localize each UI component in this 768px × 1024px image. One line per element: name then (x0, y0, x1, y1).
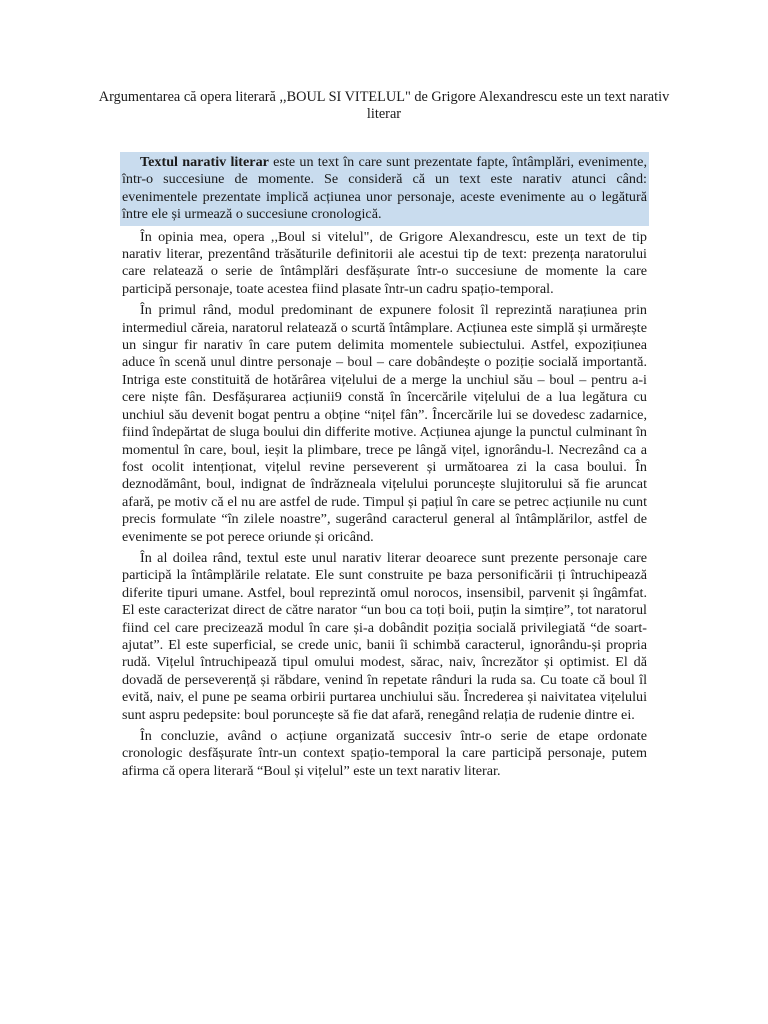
document-body (122, 152, 647, 784)
definition-text: este un text în care sunt prezentate fapte, întâmplări, evenimente, într-o succesiune de momente. Se consideră că un text este narativ atunci când: evenimentele prezentate implică acțiunea unor personaje, aceste evenimente au o legătură între ele și urmează o succesiune cronologică. (122, 154, 647, 223)
paragraph-conclusion: În concluzie, având o acțiune organizată succesiv într-o serie de etape ordonate cronologic desfășurate într-un context spațio-temporal la care participă personaje, putem afirma că opera literară “Boul și vițelul” este un text narativ literar. (122, 728, 647, 779)
paragraph-argument-two: În al doilea rând, textul este unul narativ literar deoarece sunt prezente personaje care participă la întâmplările relatate. Ele sunt construite pe baza personificării ți întruchipează diferite tipuri umane. Astfel, boul reprezintă omul norocos, insensibil, parvenit și îngâmfat. El este caracterizat direct de către narator “un bou ca toți boii, puțin la simțire”, tot naratorul fiind cel care precizează modul în care și-a dobândit poziția socială privilegiată “de soart-ajutat”. El este superficial, se crede unic, banii îi schimbă caracterul, ignorându-și propria rudă. Vițelul întruchipează tipul omului modest, sărac, naiv, încrezător și optimist. El dă dovadă de perseverență și răbdare, venind în repetate rânduri la ruda sa. Cu toate că boul îl evită, naiv, el pune pe seama orbirii purtarea unchiului său. Încrederea și naivitatea vițelului sunt aspru pedepsite: boul poruncește să fie dat afară, renegând relația de rudenie dintre ei. (122, 549, 647, 723)
paragraph-definition (120, 152, 649, 226)
paragraph-argument-one: În primul rând, modul predominant de expunere folosit îl reprezintă narațiunea prin intermediul căreia, naratorul relatează o scurtă întâmplare. Acțiunea este simplă și urmărește un singur fir narativ în care putem delimita momentele subiectului. Astfel, expozițiunea aduce în scenă unul dintre personaje – boul – care dobândește o poziție socială importantă. Intriga este constituită de hotărârea vițelului de a merge la unchiul său – boul – pentru a-i cere niște fân. Desfășurarea acțiunii9 constă în încercările vițelului de a lua legătura cu unchiul său devenit bogat pentru a obține “nițel fân”. Încercările lui se dovedesc zadarnice, fiind îndepărtat de sluga boului din differite motive. Acțiunea ajunge la punctul culminant în momentul în care, boul, ieșit la plimbare, trece pe lângă vițel, ignorându-l. Necrezând ca a fost ocolit intenționat, vițelul revine perseverent și următoarea zi la casa boului. În deznodământ, boul, indignat de îndrăzneala vițelului poruncește slujitorului să fie aruncat afară, pe motiv că el nu are astfel de rude. Timpul și pațiul în care se petrec acțiunile nu cunt precis formulate “în zilele noastre”, sugerând caracterul general al întâmplărilor, astfel de evenimente se pot perece oriunde și oricând. (122, 302, 647, 545)
definition-term: Textul narativ literar (140, 154, 269, 170)
paragraph-opinion: În opinia mea, opera ,,Boul si vitelul", de Grigore Alexandrescu, este un text de tip narativ literar, prezentând trăsăturile definitorii ale acestui tip de text: prezența naratorului care relatează o serie de întâmplări desfășurate într-o succesiune de momente la care participă personaje, toate acestea fiind plasate într-un cadru spațio-temporal. (122, 228, 647, 297)
document-title: Argumentarea că opera literară ,,BOUL SI VITELUL" de Grigore Alexandrescu este un text narativ literar (98, 89, 670, 122)
